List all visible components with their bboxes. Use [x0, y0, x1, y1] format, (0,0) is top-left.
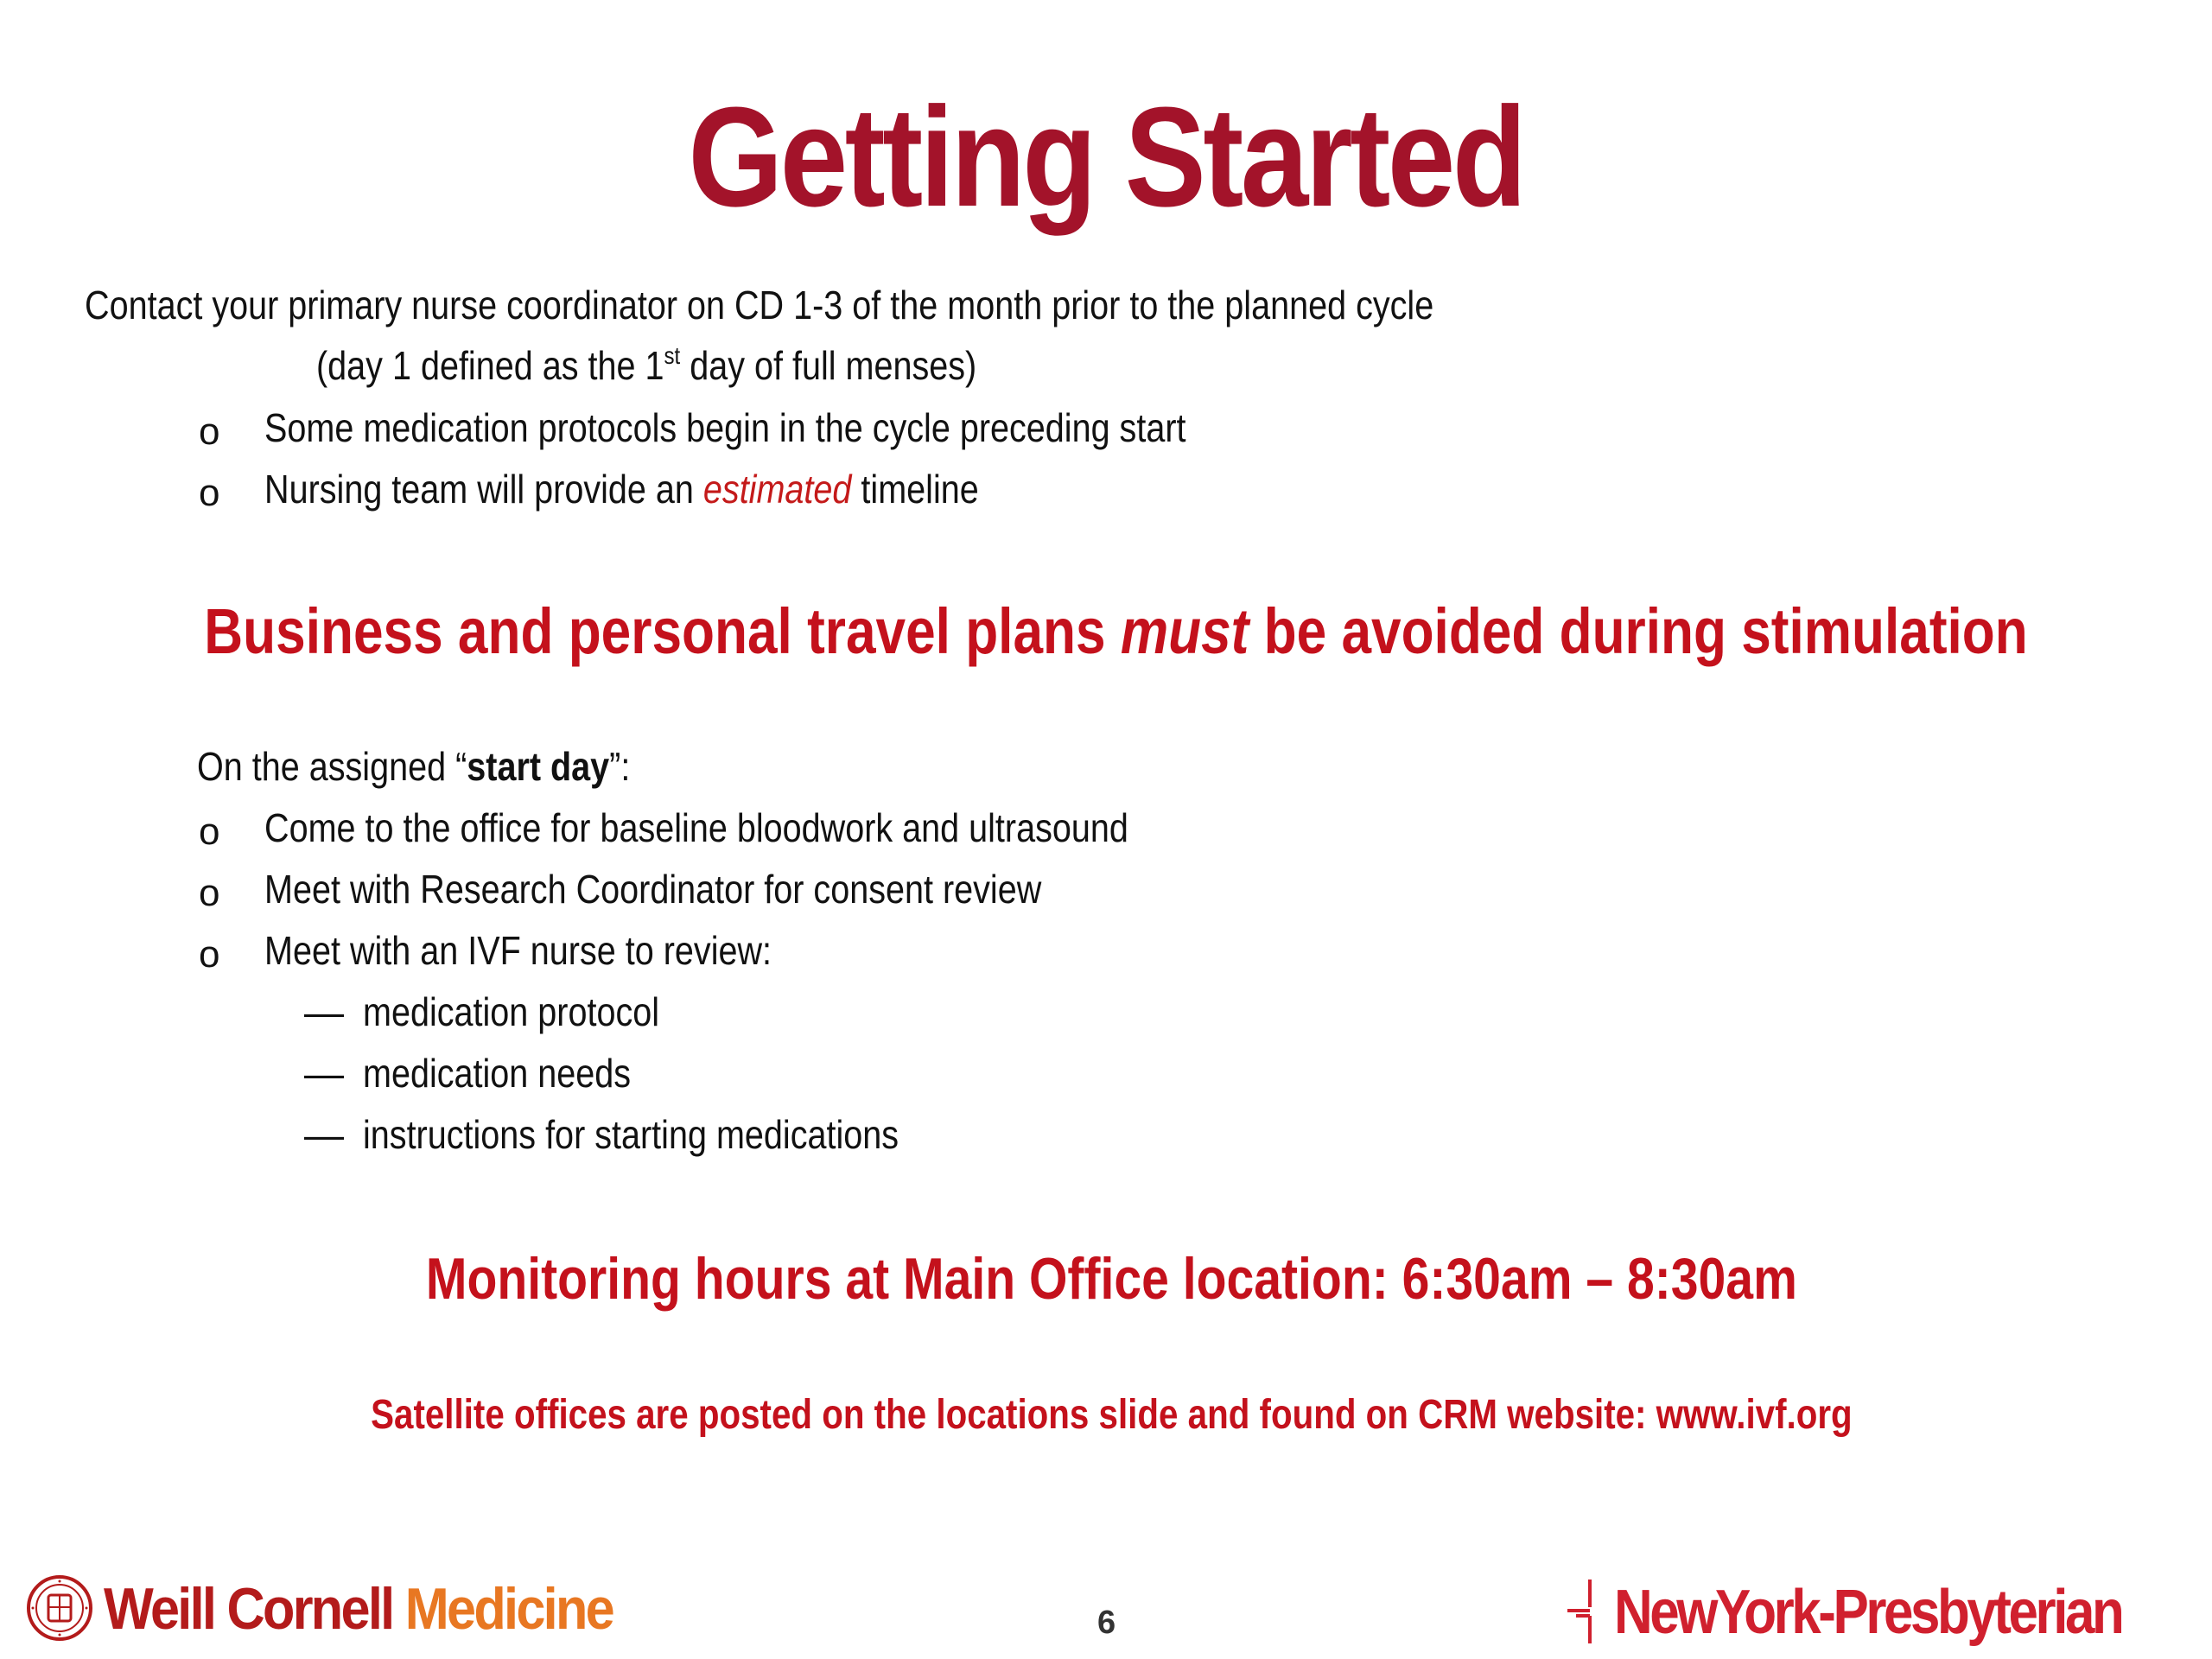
sub-item-1: medication protocol [363, 989, 660, 1034]
nyp-cross-icon [1564, 1578, 1607, 1647]
bullet-icon: o [199, 872, 220, 914]
start-day-lead [197, 744, 631, 789]
start-day-lead-after: ”: [609, 744, 631, 789]
intro-bullet-2 [264, 467, 979, 512]
nyp-wordmark: NewYork-Presbyterian [1614, 1578, 2122, 1647]
intro-bullet-1: Some medication protocols begin in the cycle preceding start [264, 405, 1186, 450]
start-day-lead-before: On the assigned “ [197, 744, 467, 789]
dash-icon: — [304, 1051, 344, 1096]
dash-icon: — [304, 1112, 344, 1157]
satellite-offices: Satellite offices are posted on the locations slide and found on CRM website: www.ivf.org [371, 1392, 1853, 1438]
bullet-icon: o [199, 472, 220, 514]
weill-cornell-wordmark [104, 1576, 613, 1642]
start-day-bullet-3: Meet with an IVF nurse to review: [264, 928, 772, 973]
intro-sub-sup: st [664, 342, 681, 369]
intro-bullet-2-em: estimated [702, 467, 852, 512]
travel-em: must [1120, 595, 1249, 667]
sub-item-2: medication needs [363, 1051, 632, 1096]
page-number: 6 [1097, 1605, 1116, 1641]
bullet-icon: o [199, 933, 220, 976]
bullet-icon: o [199, 810, 220, 853]
dash-icon: — [304, 989, 344, 1034]
start-day-lead-bold: start day [467, 744, 610, 789]
start-day-bullet-1: Come to the office for baseline bloodwork and ultrasound [264, 805, 1128, 850]
travel-warning [187, 595, 2044, 667]
intro-sub [316, 342, 977, 388]
bullet-icon: o [199, 410, 220, 453]
intro-sub-after: day of full menses) [680, 343, 977, 388]
sub-item-3: instructions for starting medications [363, 1112, 899, 1157]
wcm-text-part2: Medicine [404, 1576, 613, 1642]
intro-bullet-2-after: timeline [851, 467, 979, 512]
slide-title: Getting Started [688, 78, 1524, 236]
intro-bullet-2-before: Nursing team will provide an [264, 467, 703, 512]
newyork-presbyterian-logo [1564, 1578, 2203, 1647]
intro-sub-before: (day 1 defined as the 1 [316, 343, 664, 388]
monitoring-hours: Monitoring hours at Main Office location: 6:30am – 8:30am [425, 1246, 1797, 1312]
travel-before: Business and personal travel plans [204, 595, 1121, 667]
intro-line: Contact your primary nurse coordinator on CD 1-3 of the month prior to the planned cycle [85, 283, 1434, 327]
seal-icon [26, 1574, 93, 1642]
start-day-bullet-2: Meet with Research Coordinator for consent review [264, 867, 1042, 912]
travel-after: be avoided during stimulation [1249, 595, 2028, 667]
wcm-text-part1: Weill Cornell [104, 1576, 405, 1642]
